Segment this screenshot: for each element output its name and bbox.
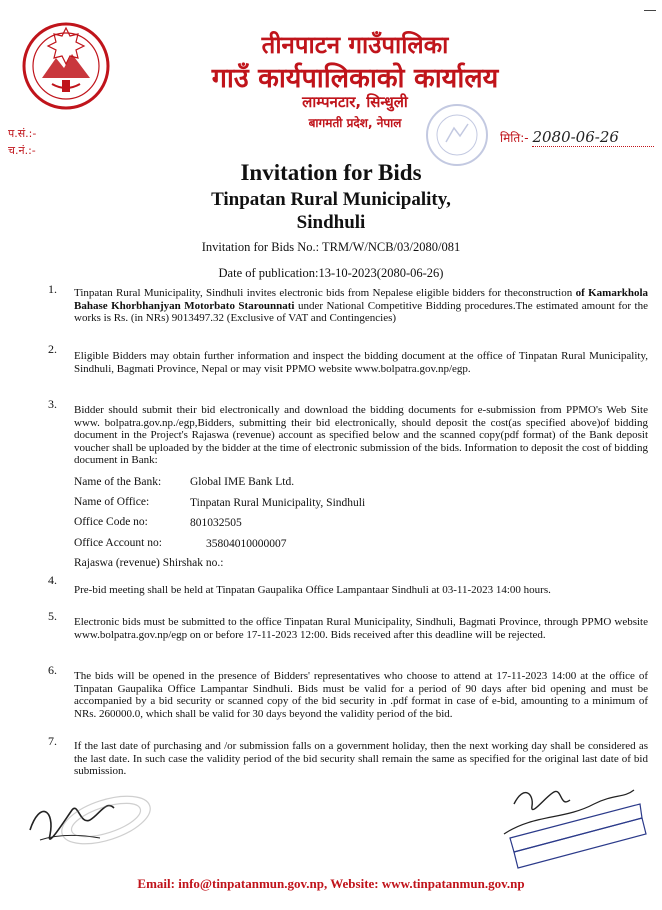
- clause-5-text: Electronic bids must be submitted to the office Tinpatan Rural Municipality, Sindhuli, Bagmati Province, through PPMO website www.bolpatra.gov.np/egp on or before 17-11-2023 12:00. Bids received after this deadline will be rejected.: [74, 616, 648, 641]
- clause-number: 2.: [48, 342, 57, 356]
- municipality-emblem-icon: [22, 22, 110, 110]
- contact-footer: Email: info@tinpatanmun.gov.np, Website: www.tinpatanmun.gov.np: [137, 876, 525, 891]
- clause-number: 6.: [48, 663, 57, 677]
- clause-number: 3.: [48, 397, 57, 411]
- date-underline: [532, 146, 654, 147]
- issuer-district: Sindhuli: [296, 212, 366, 233]
- date-handwritten: 2080-06-26: [532, 128, 619, 146]
- office-code-label: Office Code no:: [74, 516, 148, 528]
- issuer-name: Tinpatan Rural Municipality,: [211, 189, 451, 210]
- date-field: [500, 128, 619, 146]
- engineer-signature-stamp-icon: [10, 780, 170, 870]
- province-nepali: बागमती प्रदेश, नेपाल: [308, 116, 402, 130]
- office-name-value: Tinpatan Rural Municipality, Sindhuli: [190, 497, 366, 509]
- clause-7-text: If the last date of purchasing and /or submission falls on a government holiday, then the next working day shall be considered as the last date. In such case the validity period of the bid security shall remain the same as specified for the original last date of bid submission.: [74, 740, 648, 778]
- clause-number: 5.: [48, 609, 57, 623]
- letter-ref-label: प.सं.:-: [8, 127, 37, 140]
- bank-name-label: Name of the Bank:: [74, 476, 162, 488]
- office-account-value: 35804010000007: [206, 538, 287, 550]
- dispatch-no-label: च.नं.:-: [8, 144, 36, 157]
- corner-mark: [644, 10, 656, 11]
- document-title: Invitation for Bids: [240, 160, 422, 185]
- clause-number: 7.: [48, 734, 57, 748]
- office-name-nepali: गाउँ कार्यपालिकाको कार्यालय: [211, 63, 499, 94]
- office-account-label: Office Account no:: [74, 537, 162, 549]
- clause-3-text: Bidder should submit their bid electronically and download the bidding documents for e-submission from PPMO's Web Site www. bolpatra.gov.np./egp,Bidders, submitting their bid electronically, should deposit the cost(as specified above)of bidding document in the Project's Rajaswa (revenue) account as specified below and the scanned copy(pdf format) of the Bank deposit voucher shall be uploaded by the bidder at the time of electronic submission of the bids. Information to deposit the cost of bidding document in Bank:: [74, 404, 648, 467]
- officer-signature-stamp-icon: [474, 774, 654, 874]
- clause-number: 4.: [48, 573, 57, 587]
- municipality-name-nepali: तीनपाटन गाउँपालिका: [261, 31, 449, 59]
- bank-name-value: Global IME Bank Ltd.: [190, 476, 295, 488]
- clause-4-text: Pre-bid meeting shall be held at Tinpatan Gaupalika Office Lampantaar Sindhuli at 03-11-2023 14:00 hours.: [74, 584, 551, 596]
- office-code-value: 801032505: [190, 517, 242, 529]
- clause-1-text: Tinpatan Rural Municipality, Sindhuli invites electronic bids from Nepalese eligible bidders for theconstruction of Kamarkhola Bahase Khorbhanjyan Motorbato Starounnati under National Competitive Bidding procedures.The estimated amount for the works is Rs. (in NRs) 9013497.32 (Exclusive of VAT and Contingencies): [74, 287, 649, 325]
- address-nepali: लाम्पनटार, सिन्धुली: [302, 93, 408, 111]
- clause-6-text: The bids will be opened in the presence of Bidders' representatives who choose to attend at 17-11-2023 14:00 at the office of Tinpatan Gaupalika Office Lampantar Sindhuli. Bids must be valid for a period of 90 days after bid opening and must be accompanied by a bid security or scanned copy of the bid security in .pdf format in case of e-bid, amounting to a minimum of NRs. 260000.0, which shall be valid for 30 days beyond the validity period of the bid.: [74, 670, 648, 720]
- bid-number: Invitation for Bids No.: TRM/W/NCB/03/2080/081: [201, 240, 461, 254]
- rajaswa-shirshak-label: Rajaswa (revenue) Shirshak no.:: [74, 557, 224, 569]
- office-stamp-icon: [424, 102, 490, 168]
- office-name-label: Name of Office:: [74, 496, 150, 508]
- date-label: मिति:-: [500, 131, 529, 145]
- project-name: of Kamarkhola Bahase Khorbhanjyan Motorbato Starounnati: [74, 287, 649, 312]
- clause-number: 1.: [48, 282, 57, 296]
- publication-date: Date of publication:13-10-2023(2080-06-26): [218, 266, 444, 280]
- clause-2-text: Eligible Bidders may obtain further information and inspect the bidding document at the office of Tinpatan Rural Municipality, Sindhuli, Bagmati Province, Nepal or may visit PPMO website www.bolpatra.gov.np/egp.: [74, 350, 648, 375]
